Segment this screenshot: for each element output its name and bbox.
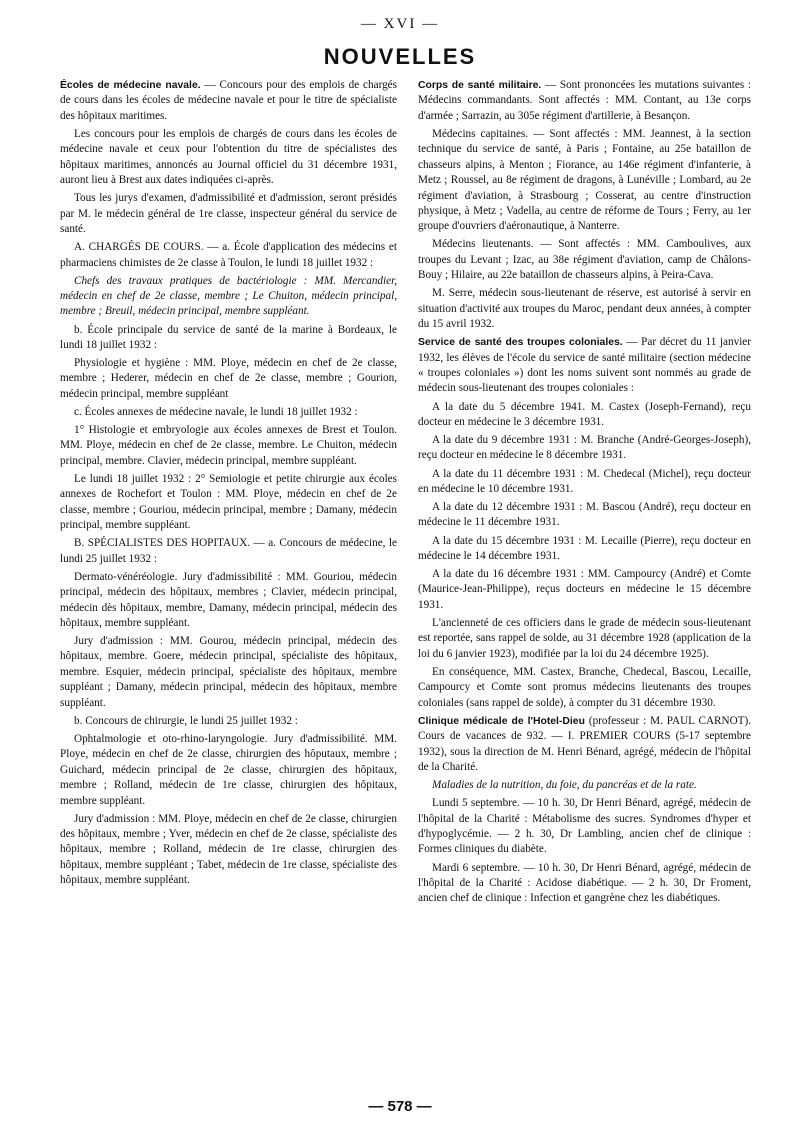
news-paragraph: Maladies de la nutrition, du foie, du pancréas et de la rate. — [432, 779, 697, 792]
news-heading: Corps de santé militaire. — [418, 80, 542, 91]
news-paragraph: A la date du 9 décembre 1931 : M. Branche (André-Georges-Joseph), reçu docteur en médecine le 8 décembre 1931. — [418, 434, 751, 462]
page-number: — 578 — — [368, 1098, 432, 1115]
news-paragraph: A. CHARGÉS DE COURS. — a. École d'application des médecins et pharmaciens chimistes de 2e classe à Toulon, le lundi 18 juillet 1932 : — [60, 241, 397, 269]
news-paragraph: Médecins capitaines. — Sont affectés : MM. Jeannest, à la section technique du service de santé, à Paris ; Fontaine, au 25e bataillon de chasseurs alpins, à Menton ; Fiorance, au 146e régiment d'infanterie, à Metz ; Roussel, au 8e régiment de dragons, à Lunéville ; Lombard, au 2e régiment d'aviation, à Strasbourg ; Cosserat, au centre d'instruction physique, à Metz ; Vadella, au centre de réforme de Tours ; Ferry, au 1er groupe d'ouvriers d'aéronautique, à Nanterre. — [418, 127, 751, 233]
news-paragraph: b. École principale du service de santé de la marine à Bordeaux, le lundi 18 juillet 1932 : — [60, 323, 397, 351]
news-paragraph: b. Concours de chirurgie, le lundi 25 juillet 1932 : — [74, 714, 298, 727]
news-paragraph: En conséquence, MM. Castex, Branche, Chedecal, Bascou, Lecaille, Campourcy et Comte sont promus médecins lieutenants des troupes coloniales (sans rappel de solde), à compter du 31 décembre 1930. — [418, 665, 751, 709]
news-paragraph: Corps de santé militaire. — Sont prononcées les mutations suivantes : Médecins commandants. Sont affectés : MM. Contant, au 13e corps d'armée ; Sarrazin, au 305e régiment d'artillerie, à Besançon. — [418, 79, 752, 122]
news-paragraph: Tous les jurys d'examen, d'admissibilité et d'admission, seront présidés par M. le médecin général de 1re classe, inspecteur général du service de santé. — [60, 192, 397, 236]
news-paragraph: B. SPÉCIALISTES DES HOPITAUX. — a. Concours de médecine, le lundi 25 juillet 1932 : — [60, 537, 397, 565]
news-paragraph: A la date du 15 décembre 1931 : M. Lecaille (Pierre), reçu docteur en médecine le 14 décembre 1931. — [418, 534, 751, 562]
news-paragraph: 1° Histologie et embryologie aux écoles annexes de Brest et Toulon. MM. Ploye, médecin en chef de 2e classe, membre. Le Chuiton, médecin principal, membre. Clavier, médecin principal, membre suppléant. — [60, 424, 397, 467]
news-paragraph: Les concours pour les emplois de chargés de cours dans les écoles de médecine navale et ceux pour l'obtention du titre de spécialistes des hôpitaux maritimes, annoncés au Journal officiel du 31 décembre 1931, auront lieu à Brest aux dates indiquées ci-après. — [60, 127, 397, 187]
news-paragraph: A la date du 12 décembre 1931 : M. Bascou (André), reçu docteur en médecine le 11 décembre 1931. — [418, 501, 751, 529]
news-heading: Écoles de médecine navale. — [60, 80, 201, 91]
news-paragraph: Jury d'admission : MM. Gourou, médecin principal, médecin des hôpitaux, membre. Goere, médecin principal, spécialiste des hôpitaux, membre. Esquier, médecin principal, spécialiste des hôpitaux, membre suppléant ; Damany, médecin principal, médecin des hôpitaux, membre suppléant. — [60, 635, 397, 709]
page-title: NOUVELLES — [323, 44, 477, 69]
news-paragraph: A la date du 5 décembre 1941. M. Castex (Joseph-Fernand), reçu docteur en médecine le 3 décembre 1931. — [418, 400, 751, 428]
news-paragraph: A la date du 11 décembre 1931 : M. Chedecal (Michel), reçu docteur en médecine le 10 décembre 1931. — [418, 467, 751, 495]
news-heading: Clinique médicale de l'Hotel-Dieu — [418, 715, 585, 727]
right-column — [418, 78, 751, 909]
news-paragraph: Ophtalmologie et oto-rhino-laryngologie. Jury d'admissibilité. MM. Ploye, médecin en chef de 2e classe, chirurgien des hôputaux, membre ; Guichard, médecin principal de 2e classe, chirurgien des hôpitaux, membre ; Rolland, médecin de 1re classe, chirurgien des hôpitaux, membre suppléant. — [60, 732, 397, 807]
news-paragraph: c. Écoles annexes de médecine navale, le lundi 18 juillet 1932 : — [74, 405, 358, 418]
news-paragraph: Jury d'admission : MM. Ploye, médecin en chef de 2e classe, chirurgien des hôpitaux, membre ; Yver, médecin en chef de 2e classe, spécialiste des hôpitaux, membre ; Rolland, médecin de 1re classe, chirurgien des hôpitaux, membre suppléant ; Tabet, médecin de 1re classe, spécialiste des hôpitaux, membre suppléant. — [60, 812, 397, 887]
news-paragraph: Clinique médicale de l'Hotel-Dieu (professeur : M. PAUL CARNOT). Cours de vacances de 932. — I. PREMIER COURS (5-17 septembre 1932), sous la direction de M. Henri Bénard, agrégé, médecin de l'hôpital de la Charité. — [418, 714, 751, 773]
news-paragraph: M. Serre, médecin sous-lieutenant de réserve, est autorisé à servir en situation d'activité aux troupes du Maroc, pendant deux années, à compter du 15 avril 1932. — [418, 287, 751, 331]
news-paragraph: A la date du 16 décembre 1931 : MM. Campourcy (André) et Comte (Maurice-Jean-Philippe), reçus docteurs en médecine le 15 décembre 1931. — [418, 568, 751, 611]
news-paragraph: Le lundi 18 juillet 1932 : 2° Semiologie et petite chirurgie aux écoles annexes de Rochefort et Toulon : MM. Ploye, médecin en chef de 2e classe, membre ; Gouriou, médecin principal, membre ; Damany, médecin principal, membre suppléant. — [60, 472, 397, 532]
news-heading: Service de santé des troupes coloniales. — [418, 337, 623, 349]
news-paragraph: Chefs des travaux pratiques de bactériologie : MM. Mercandier, médecin en chef de 2e classe, membre ; Le Chuiton, médecin principal, membre ; Breuil, médecin principal, membre suppléant. — [60, 274, 397, 318]
page-roman-numeral: — XVI — — [360, 16, 440, 32]
news-paragraph: Service de santé des troupes coloniales. — Par décret du 11 janvier 1932, les élèves de l'école du service de santé militaire (section médecine « troupes coloniales ») dont les noms suivent sont nommés au grade de médecin sous-lieutenant des troupes coloniales : — [418, 336, 751, 395]
left-column — [60, 78, 397, 891]
news-paragraph: Dermato-vénéréologie. Jury d'admissibilité : MM. Gouriou, médecin principal, médecin des hôpitaux, membres ; Clavier, médecin principal, médecin dès hôpitaux, membre, Damany, médecin principal, médecin des hôpitaux, membre suppléant. — [60, 570, 397, 629]
news-paragraph: Lundi 5 septembre. — 10 h. 30, Dr Henri Bénard, agrégé, médecin de l'hôpital de la Charité : Métabolisme des sucres. Syndromes d'hyper et d'hypoglycémie. — 2 h. 30, Dr Lambling, ancien chef de clinique : Formes cliniques du diabète. — [418, 797, 751, 856]
news-paragraph: Médecins lieutenants. — Sont affectés : MM. Camboulives, aux troupes du Levant ; Izac, au 38e régiment d'aviation, camp de Châlons-Bouy ; Hilaire, au 22e bataillon de chasseurs alpins, à Peira-Cava. — [418, 238, 751, 282]
news-paragraph: Physiologie et hygiène : MM. Ploye, médecin en chef de 2e classe, membre ; Hederer, médecin en chef de 2e classe, membre ; Gourion, médecin principal, membre suppléant — [60, 357, 397, 400]
news-paragraph: Écoles de médecine navale. — Concours pour des emplois de chargés de cours dans les écoles de médecine navale et pour le titre de spécialiste des hôpitaux maritimes. — [60, 79, 397, 122]
news-paragraph: Mardi 6 septembre. — 10 h. 30, Dr Henri Bénard, agrégé, médecin de l'hôpital de la Charité : Acidose diabétique. — 2 h. 30, Dr Froment, ancien chef de clinique : Infection et gangrène chez les diabétiques. — [418, 861, 751, 905]
news-paragraph: L'ancienneté de ces officiers dans le grade de médecin sous-lieutenant est reportée, sans rappel de solde, au 31 décembre 1928 (application de la loi du 6 janvier 1923), modifiée par la loi du 24 décembre 1925). — [418, 616, 751, 660]
